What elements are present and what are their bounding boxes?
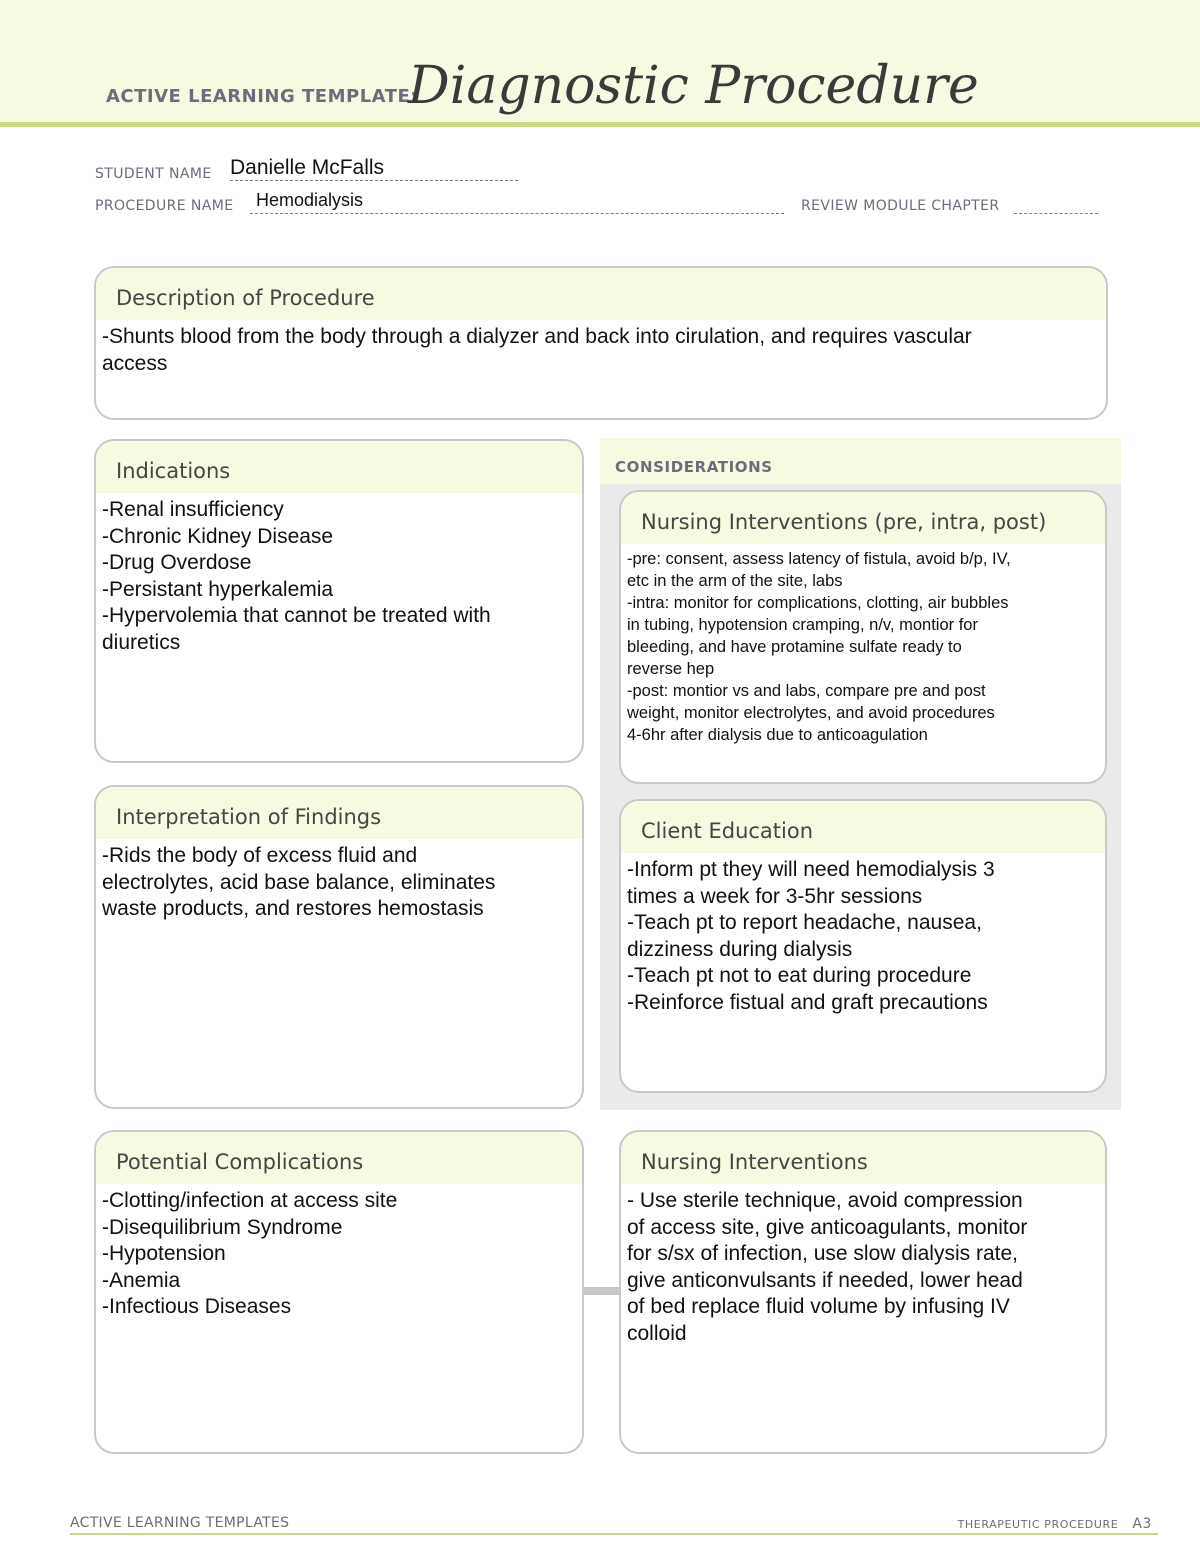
student-name-label: STUDENT NAME	[95, 166, 212, 182]
page-number: A3	[1132, 1516, 1152, 1532]
review-module-label: REVIEW MODULE CHAPTER	[801, 198, 1000, 214]
complications-box	[94, 1130, 584, 1454]
description-heading: Description of Procedure	[96, 268, 1106, 320]
template-label: ACTIVE LEARNING TEMPLATE:	[106, 86, 418, 107]
interpretation-text[interactable]: -Rids the body of excess fluid and electrolytes, acid base balance, eliminates waste products, and restores hemostasis	[102, 844, 496, 920]
considerations-label: CONSIDERATIONS	[615, 458, 773, 476]
indications-heading: Indications	[96, 441, 582, 493]
nursing-interventions-pip-text[interactable]: -pre: consent, assess latency of fistula, avoid b/p, IV, etc in the arm of the site, labs -intra: monitor for complications, clotting, air bubbles in tubing, hypotension cramping, n/v, montior for bleeding, and have protamine sulfate ready to reverse hep -post: montior vs and labs, compare pre and post weight, monitor electrolytes, and avoid procedures 4-6hr after dialysis due to anticoagulation	[627, 550, 1011, 744]
interpretation-heading: Interpretation of Findings	[96, 787, 582, 839]
footer-right	[958, 1516, 1152, 1532]
indications-box	[94, 439, 584, 763]
complications-text[interactable]: -Clotting/infection at access site -Disequilibrium Syndrome -Hypotension -Anemia -Infectious Diseases	[102, 1189, 398, 1318]
page-title: Diagnostic Procedure	[408, 56, 979, 116]
nursing-interventions-box	[619, 1130, 1107, 1454]
indications-text[interactable]: -Renal insufficiency -Chronic Kidney Disease -Drug Overdose -Persistant hyperkalemia -Hypervolemia that cannot be treated with diuretics	[102, 498, 491, 654]
footer-divider	[70, 1533, 1158, 1535]
box-connector	[582, 1287, 622, 1295]
procedure-name-field[interactable]: Hemodialysis	[256, 190, 364, 210]
description-box	[94, 266, 1108, 420]
nursing-interventions-text[interactable]: - Use sterile technique, avoid compression of access site, give anticoagulants, monitor for s/sx of infection, use slow dialysis rate, give anticonvulsants if needed, lower head of bed replace fluid volume by infusing IV colloid	[627, 1189, 1028, 1345]
nursing-interventions-heading: Nursing Interventions	[621, 1132, 1105, 1184]
procedure-name-line	[250, 213, 784, 214]
description-text[interactable]: -Shunts blood from the body through a dialyzer and back into cirulation, and requires vascular access	[102, 325, 972, 375]
footer-left-label: ACTIVE LEARNING TEMPLATES	[70, 1515, 290, 1531]
header-divider	[0, 122, 1200, 127]
review-module-line	[1014, 213, 1098, 214]
footer-section-label: THERAPEUTIC PROCEDURE	[957, 1518, 1119, 1531]
nursing-interventions-pip-heading: Nursing Interventions (pre, intra, post)	[621, 492, 1105, 544]
client-education-text[interactable]: -Inform pt they will need hemodialysis 3 times a week for 3-5hr sessions -Teach pt to report headache, nausea, dizziness during dialysis -Teach pt not to eat during procedure -Reinforce fistual and graft precautions	[627, 858, 995, 1014]
complications-heading: Potential Complications	[96, 1132, 582, 1184]
nursing-interventions-pip-box	[619, 490, 1107, 784]
student-name-field[interactable]: Danielle McFalls	[230, 156, 385, 179]
client-education-box	[619, 799, 1107, 1093]
client-education-heading: Client Education	[621, 801, 1105, 853]
interpretation-box	[94, 785, 584, 1109]
student-name-line	[230, 180, 518, 181]
procedure-name-label: PROCEDURE NAME	[95, 198, 234, 214]
